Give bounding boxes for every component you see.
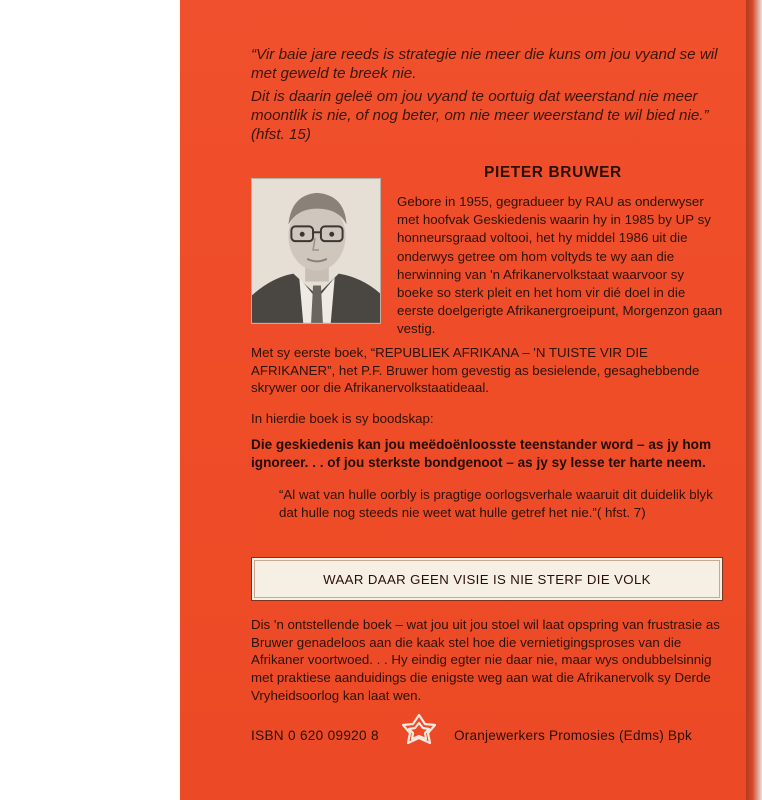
motto-box (251, 557, 723, 601)
publisher-name: Oranjewerkers Promosies (Edms) Bpk (454, 728, 692, 743)
opening-quote-line-2: Dit is daarin geleë om jou vyand te oortuig dat weerstand nie meer moontlik is nie, of nog beter, om nie meer weerstand te wil bied nie.” (hfst. 15) (251, 88, 709, 143)
message-intro: In hierdie boek is sy boodskap: (251, 411, 434, 426)
first-book-paragraph: Met sy eerste boek, “REPUBLIEK AFRIKANA – 'N TUISTE VIR DIE AFRIKANER”, het P.F. Bruwer hom gevestig as besielende, gesaghebbende skrywer oor die Afrikanervolkstaatideaal. (251, 345, 700, 395)
chapter-7-quote: “Al wat van hulle oorbly is pragtige oorlogsverhale waaruit dit duidelik blyk dat hulle nog steeds nie weet wat hulle getref het nie.”( hfst. 7) (279, 487, 713, 520)
author-biography: Gebore in 1955, gegradueer by RAU as onderwyser met hoofvak Geskiedenis waarin hy in 1985 by UP sy honneursgraad voltooi, het hy middel 1986 uit die onderwys getree om hom voltyds te wy aan die herwinning van 'n Afrikanervolkstaat waarvoor sy boeke so sterk pleit en het hom vir dié doel in die eerste doelgerigte Afrikanergroeipunt, Morgenzon gaan vestig. (397, 194, 723, 337)
message-bold-statement: Die geskiedenis kan jou meëdoënloosste teenstander word – as jy hom ignoreer. . . of jou sterkste bondgenoot – as jy sy lesse ter harte neem. (251, 437, 712, 470)
author-name: PIETER BRUWER (484, 164, 622, 181)
book-description: Dis 'n ontstellende boek – wat jou uit jou stoel wil laat opspring van frustrasie as Bruwer genadeloos aan die kaak stel hoe die vernietigingsproses van die Afrikaner voortwoed. . . Hy eindig egter nie daar nie, maar wys ondubbelsinnig met praktiese aanduidings die enigste weg aan wat die Afrikanervolk sy Derde Vryheidsoorlog kan laat wen. (251, 617, 720, 703)
isbn: ISBN 0 620 09920 8 (251, 728, 379, 743)
author-portrait-image (252, 179, 380, 323)
book-spine-edge (746, 0, 762, 800)
opening-quote-line-1: “Vir baie jare reeds is strategie nie meer die kuns om jou vyand se wil met geweld te breek nie. (251, 46, 718, 82)
opening-quote (251, 45, 721, 148)
publisher-star-logo-icon (399, 712, 439, 752)
motto-text: WAAR DAAR GEEN VISIE IS NIE STERF DIE VOLK (323, 571, 651, 587)
author-portrait (251, 178, 381, 324)
